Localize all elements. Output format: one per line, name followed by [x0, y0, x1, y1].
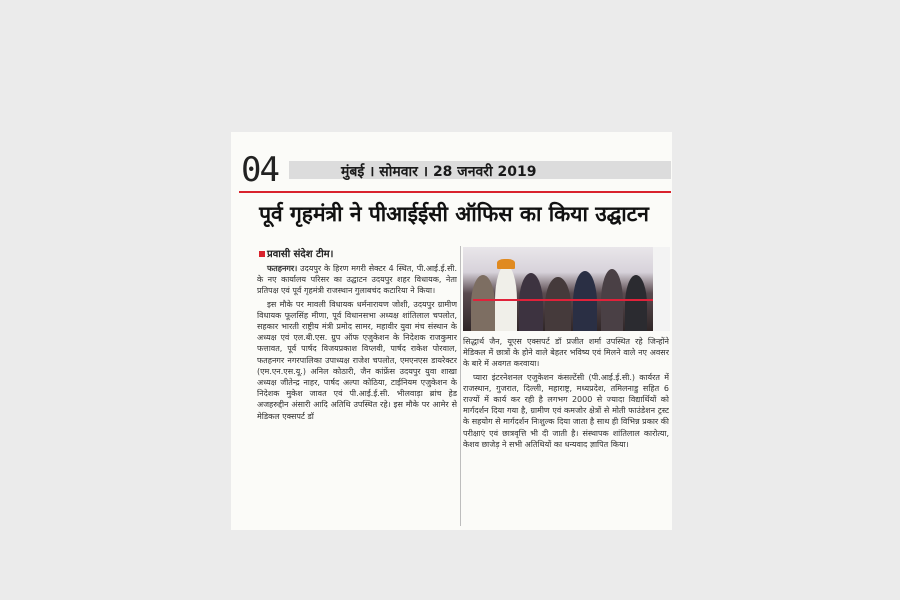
photo-person: [573, 271, 597, 331]
column-divider: [460, 246, 461, 526]
article-column-right: [463, 336, 669, 528]
paragraph: [257, 263, 457, 297]
article-column-left: [257, 263, 457, 529]
photo-person: [495, 265, 517, 331]
paragraph-text: प्यारा इंटरनेशनल एजुकेशन कंसल्टेंसी (पी.आई.ई.सी.) कार्यरत में राजस्थान, गुजरात, दिल्ली, महाराष्ट्र, मध्यप्रदेश, तमिलनाडु सहित 6 राज्यों में कार्य कर रही है लगभग 2000 से ज्यादा विद्यार्थियों को मार्गदर्शन दिया गया है, ग्रामीण एवं कमजोर क्षेत्रों से मोती फाउंडेशन ट्रस्ट के सहयोग से मार्गदर्शन निःशुल्क दिया जाता है साथ ही विभिन्न प्रकार की परीक्षाएं एवं छात्रवृत्ति भी दी जाती है। संस्थापक शांतिलाल कारोत्या, केशव छाजेड़ ने सभी अतिथियों का धन्यवाद ज्ञापित किया।: [463, 372, 669, 449]
paragraph: [257, 299, 457, 422]
photo-banner: [653, 247, 670, 331]
paragraph-text: उदयपुर के हिरण मगरी सेक्टर 4 स्थित, पी.आई.ई.सी. के नए कार्यालय परिसर का उद्घाटन उदयपुर शहर विधायक, नेता प्रतिपक्ष एवं पूर्व गृहमंत्री राजस्थान गुलाबचंद कटारिया ने किया।: [257, 264, 457, 296]
photo-person: [519, 273, 543, 331]
paragraph: [463, 336, 669, 370]
ribbon: [473, 299, 653, 301]
page-header: [231, 146, 672, 194]
article-headline: पूर्व गृहमंत्री ने पीआईईसी ऑफिस का किया उद्घाटन: [259, 202, 649, 226]
header-rule: [239, 191, 671, 193]
photo-person: [625, 275, 647, 331]
page-number: 04: [241, 150, 278, 190]
byline-text: प्रवासी संदेश टीम।: [267, 249, 334, 260]
photo-person: [471, 275, 495, 331]
newspaper-clipping: [231, 132, 672, 530]
photo-person: [545, 277, 571, 331]
paragraph-text: सिद्धार्थ जैन, यूएस एक्सपर्ट डॉ प्रजीत शर्मा उपस्थित रहे जिन्होंने मेडिकल में छात्रों के होने वाले बेहतर भविष्य एवं मिलने वाले नए अवसर के बारे में अवगत करवाया।: [463, 337, 669, 369]
inauguration-photo: [463, 247, 670, 331]
paragraph-text: इस मौके पर मावली विधायक धर्मनारायण जोशी, उदयपुर ग्रामीण विधायक फूलसिंह मीणा, पूर्व विधानसभा अध्यक्ष शांतिलाल चपलोत, सहकार भारती राष्ट्रीय मंत्री प्रमोद सामर, महावीर युवा मंच संस्थान के अध्यक्ष एवं एल.बी.एस. ग्रुप ऑफ एजुकेशन के निदेशक राजकुमार फत्तावत, पूर्व पार्षद विजयप्रकाश विप्लवी, पार्षद राकेश पोरवाल, फतहनगर नगरपालिका उपाध्यक्ष राजेश चपलोत, एमएनएस डायरेक्टर (एम.एन.एस.यू.) अनिल कोठारी, जैन कांफ्रेंस उदयपुर युवा शाखा अध्यक्ष जीतेन्द्र नाहर, पार्षद अल्पा कोठिया, टाईनियम एजुकेशन के निदेशक मुकेश जावत एवं पी.आई.ई.सी. भीलवाड़ा ब्रांच हेड अजहरुद्दीन अंसारी आदि अतिथि उपस्थित रहे। इस मौके पर आमेर से मेडिकल एक्सपर्ट डॉ: [257, 299, 457, 421]
byline: [259, 246, 333, 260]
byline-square-icon: [259, 251, 265, 257]
paragraph: [463, 372, 669, 450]
dateline: मुंबई । सोमवार । 28 जनवरी 2019: [341, 164, 537, 180]
turban-shape: [497, 259, 515, 269]
city-tag: फतहनगर।: [267, 264, 298, 273]
